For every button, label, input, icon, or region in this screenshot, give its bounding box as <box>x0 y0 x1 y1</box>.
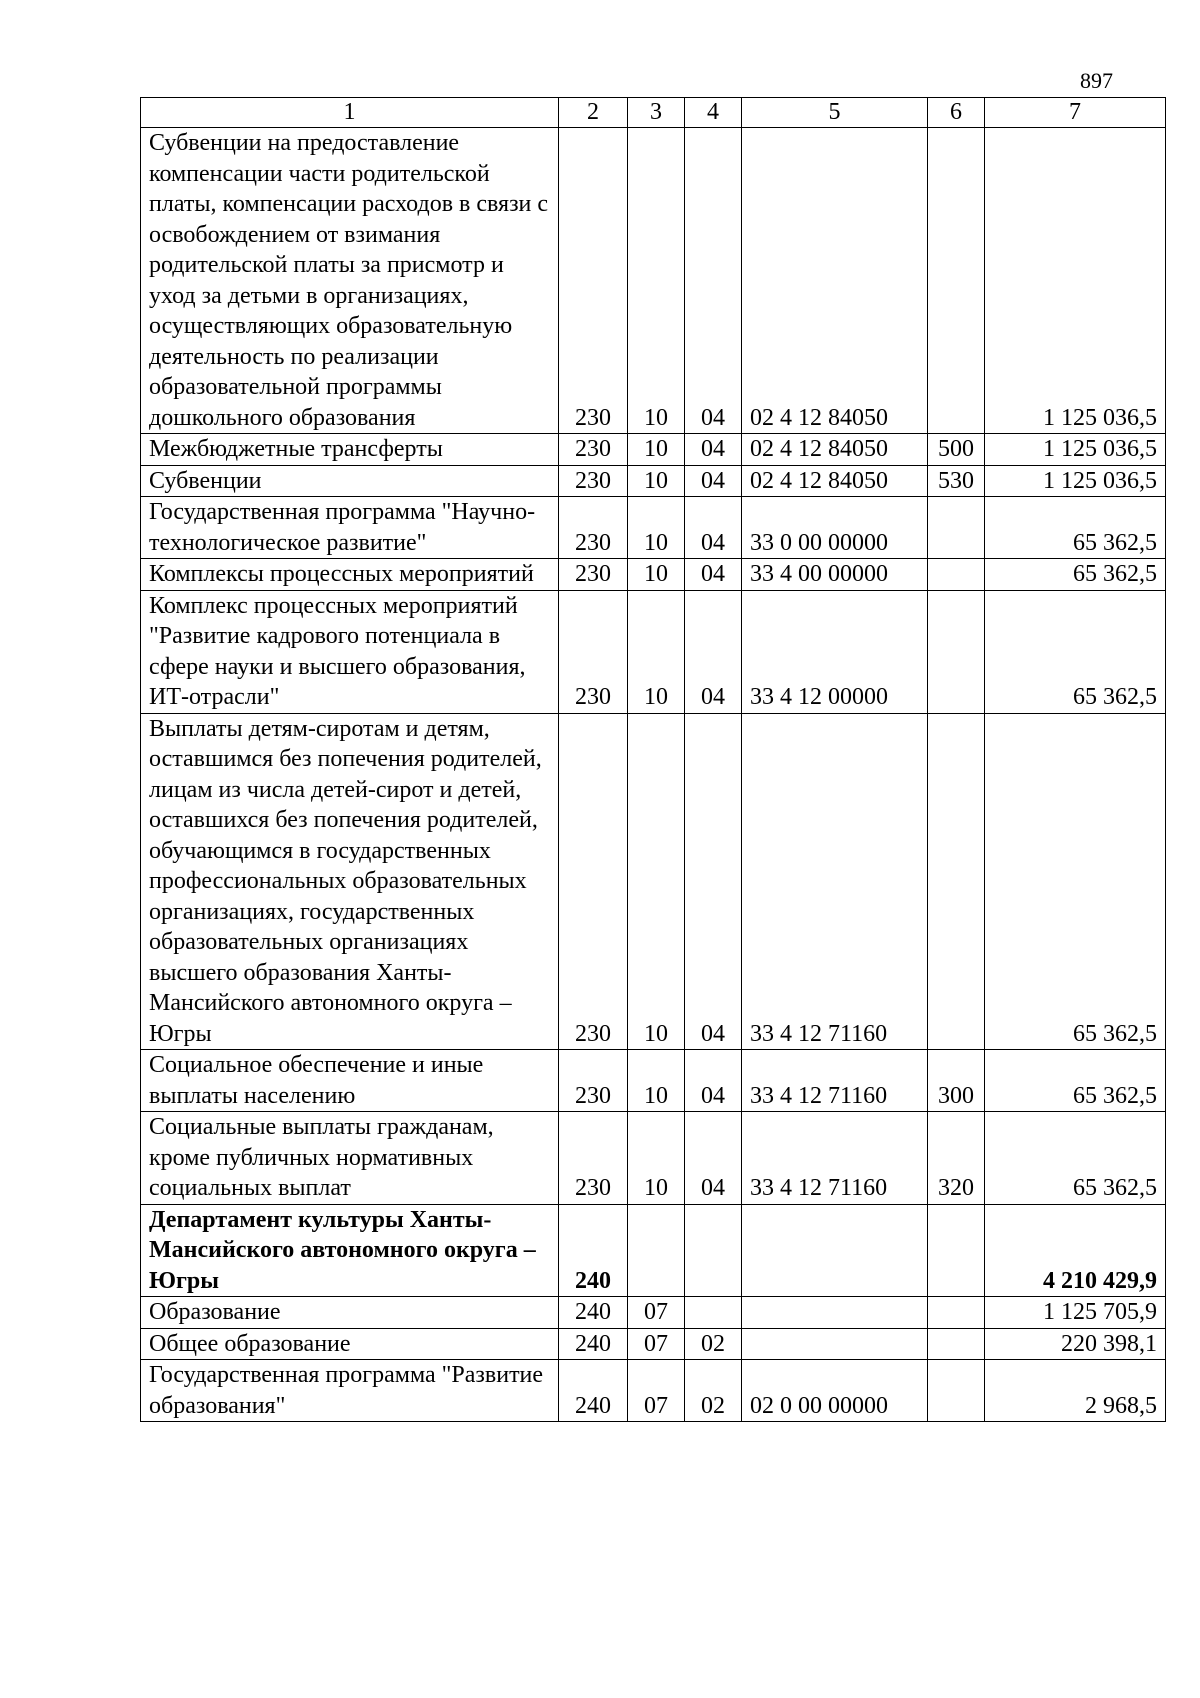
table-row <box>141 1297 1166 1329</box>
row-code-cell: 230 <box>559 465 628 497</box>
column-header: 2 <box>559 98 628 128</box>
row-name-cell: Комплексы процессных мероприятий <box>141 559 559 591</box>
row-target-article-cell: 02 4 12 84050 <box>742 128 928 434</box>
row-name-cell: Субвенции на предоставление компенсации части родительской платы, компенсации расходов в связи с освобождением от взимания родительской платы за присмотр и уход за детьми в организациях, осуществляющих образовательную деятельность по реализации образовательной программы дошкольного образования <box>141 128 559 434</box>
row-section-cell: 10 <box>628 465 685 497</box>
row-amount-cell: 1 125 705,9 <box>985 1297 1166 1329</box>
row-subsection-cell: 04 <box>685 590 742 713</box>
row-section-cell: 10 <box>628 1050 685 1112</box>
row-amount-cell: 65 362,5 <box>985 497 1166 559</box>
row-section-cell: 10 <box>628 559 685 591</box>
row-code-cell: 240 <box>559 1360 628 1422</box>
row-code-cell: 230 <box>559 590 628 713</box>
table-row <box>141 465 1166 497</box>
row-amount-cell: 65 362,5 <box>985 713 1166 1050</box>
row-subsection-cell <box>685 1204 742 1297</box>
row-code-cell: 240 <box>559 1297 628 1329</box>
table-row <box>141 713 1166 1050</box>
row-target-article-cell: 33 0 00 00000 <box>742 497 928 559</box>
row-section-cell: 10 <box>628 497 685 559</box>
row-subsection-cell: 02 <box>685 1328 742 1360</box>
table-row <box>141 1050 1166 1112</box>
column-header: 1 <box>141 98 559 128</box>
column-header: 5 <box>742 98 928 128</box>
row-code-cell: 230 <box>559 434 628 466</box>
row-target-article-cell: 33 4 00 00000 <box>742 559 928 591</box>
table-row <box>141 1328 1166 1360</box>
row-name-cell: Межбюджетные трансферты <box>141 434 559 466</box>
table-body <box>141 128 1166 1422</box>
row-section-cell <box>628 1204 685 1297</box>
row-target-article-cell: 33 4 12 71160 <box>742 713 928 1050</box>
row-expense-type-cell <box>928 497 985 559</box>
row-name-cell: Государственная программа "Развитие образования" <box>141 1360 559 1422</box>
table-row <box>141 128 1166 434</box>
row-expense-type-cell <box>928 713 985 1050</box>
row-target-article-cell <box>742 1328 928 1360</box>
row-section-cell: 07 <box>628 1328 685 1360</box>
row-amount-cell: 2 968,5 <box>985 1360 1166 1422</box>
row-target-article-cell: 02 4 12 84050 <box>742 434 928 466</box>
table-row <box>141 1204 1166 1297</box>
row-section-cell: 10 <box>628 590 685 713</box>
row-expense-type-cell <box>928 1204 985 1297</box>
row-section-cell: 07 <box>628 1297 685 1329</box>
row-subsection-cell: 04 <box>685 128 742 434</box>
budget-table <box>140 97 1166 1422</box>
row-subsection-cell <box>685 1297 742 1329</box>
row-target-article-cell: 02 4 12 84050 <box>742 465 928 497</box>
row-expense-type-cell <box>928 1360 985 1422</box>
row-name-cell: Социальные выплаты гражданам, кроме публичных нормативных социальных выплат <box>141 1112 559 1205</box>
row-subsection-cell: 02 <box>685 1360 742 1422</box>
row-subsection-cell: 04 <box>685 1050 742 1112</box>
row-name-cell: Департамент культуры Ханты-Мансийского автономного округа – Югры <box>141 1204 559 1297</box>
row-amount-cell: 1 125 036,5 <box>985 128 1166 434</box>
row-name-cell: Общее образование <box>141 1328 559 1360</box>
row-amount-cell: 1 125 036,5 <box>985 465 1166 497</box>
row-target-article-cell: 33 4 12 00000 <box>742 590 928 713</box>
row-subsection-cell: 04 <box>685 434 742 466</box>
row-amount-cell: 4 210 429,9 <box>985 1204 1166 1297</box>
page-number: 897 <box>1080 68 1113 93</box>
table-row <box>141 1112 1166 1205</box>
row-amount-cell: 65 362,5 <box>985 559 1166 591</box>
row-target-article-cell <box>742 1204 928 1297</box>
row-subsection-cell: 04 <box>685 713 742 1050</box>
row-section-cell: 10 <box>628 128 685 434</box>
row-code-cell: 230 <box>559 497 628 559</box>
row-subsection-cell: 04 <box>685 559 742 591</box>
row-code-cell: 230 <box>559 1112 628 1205</box>
row-name-cell: Государственная программа "Научно-технологическое развитие" <box>141 497 559 559</box>
row-expense-type-cell <box>928 559 985 591</box>
row-amount-cell: 1 125 036,5 <box>985 434 1166 466</box>
table-row <box>141 434 1166 466</box>
row-section-cell: 10 <box>628 1112 685 1205</box>
row-expense-type-cell <box>928 590 985 713</box>
row-amount-cell: 220 398,1 <box>985 1328 1166 1360</box>
row-target-article-cell: 33 4 12 71160 <box>742 1050 928 1112</box>
table-row <box>141 559 1166 591</box>
row-amount-cell: 65 362,5 <box>985 1112 1166 1205</box>
row-section-cell: 10 <box>628 713 685 1050</box>
table-row <box>141 497 1166 559</box>
row-expense-type-cell <box>928 128 985 434</box>
row-target-article-cell <box>742 1297 928 1329</box>
row-amount-cell: 65 362,5 <box>985 590 1166 713</box>
column-header: 3 <box>628 98 685 128</box>
row-name-cell: Выплаты детям-сиротам и детям, оставшимся без попечения родителей, лицам из числа детей-сирот и детей, оставшихся без попечения родителей, обучающимся в государственных профессиональных образовательных организациях, государственных образовательных организациях высшего образования Ханты-Мансийского автономного округа – Югры <box>141 713 559 1050</box>
row-code-cell: 240 <box>559 1328 628 1360</box>
column-header: 6 <box>928 98 985 128</box>
row-code-cell: 230 <box>559 1050 628 1112</box>
column-header: 4 <box>685 98 742 128</box>
row-section-cell: 07 <box>628 1360 685 1422</box>
row-expense-type-cell <box>928 1328 985 1360</box>
row-expense-type-cell: 530 <box>928 465 985 497</box>
column-header: 7 <box>985 98 1166 128</box>
row-subsection-cell: 04 <box>685 465 742 497</box>
row-subsection-cell: 04 <box>685 497 742 559</box>
row-code-cell: 230 <box>559 128 628 434</box>
row-target-article-cell: 33 4 12 71160 <box>742 1112 928 1205</box>
row-target-article-cell: 02 0 00 00000 <box>742 1360 928 1422</box>
row-code-cell: 230 <box>559 713 628 1050</box>
row-amount-cell: 65 362,5 <box>985 1050 1166 1112</box>
row-name-cell: Образование <box>141 1297 559 1329</box>
row-expense-type-cell <box>928 1297 985 1329</box>
row-subsection-cell: 04 <box>685 1112 742 1205</box>
table-row <box>141 1360 1166 1422</box>
row-name-cell: Социальное обеспечение и иные выплаты населению <box>141 1050 559 1112</box>
row-expense-type-cell: 300 <box>928 1050 985 1112</box>
row-expense-type-cell: 320 <box>928 1112 985 1205</box>
row-expense-type-cell: 500 <box>928 434 985 466</box>
row-section-cell: 10 <box>628 434 685 466</box>
row-code-cell: 230 <box>559 559 628 591</box>
row-name-cell: Комплекс процессных мероприятий "Развитие кадрового потенциала в сфере науки и высшего образования, ИТ-отрасли" <box>141 590 559 713</box>
row-code-cell: 240 <box>559 1204 628 1297</box>
column-number-row <box>141 98 1166 128</box>
table-row <box>141 590 1166 713</box>
row-name-cell: Субвенции <box>141 465 559 497</box>
